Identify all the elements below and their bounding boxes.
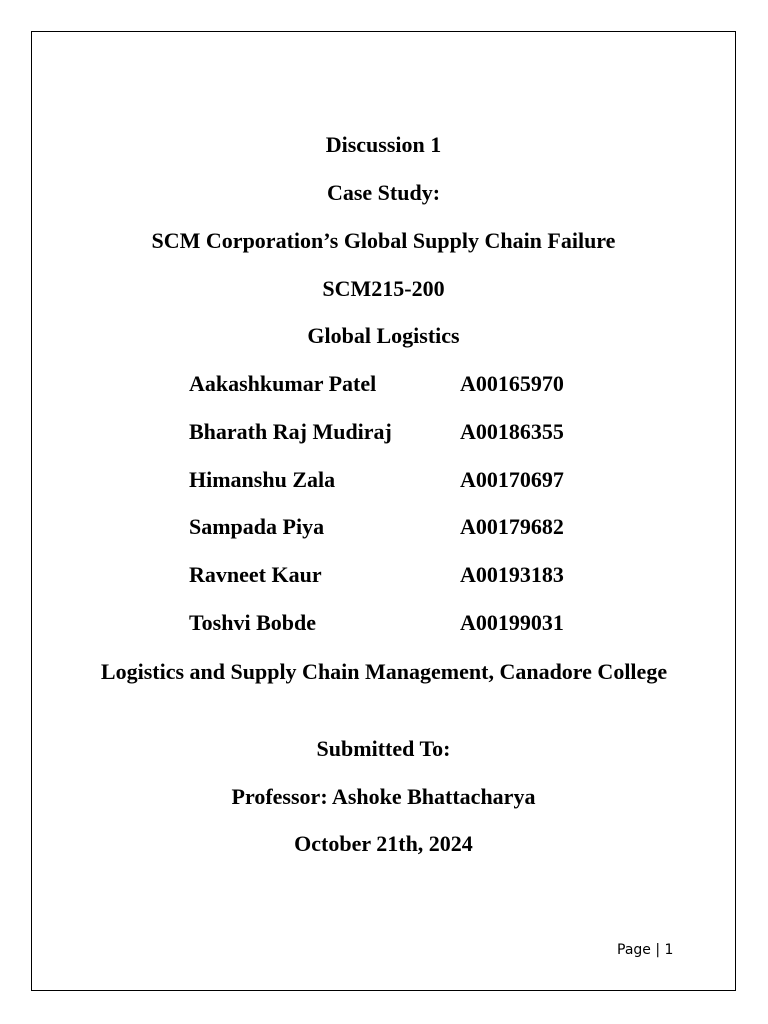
member-id: A00170697 [460,467,564,492]
member-name: Toshvi Bobde [189,610,316,635]
member-id: A00186355 [460,419,564,444]
course-name: Global Logistics [307,323,460,348]
member-id: A00179682 [460,514,564,539]
member-name: Ravneet Kaur [189,562,322,587]
member-name: Himanshu Zala [189,467,336,492]
submitted-to-label: Submitted To: [316,736,451,761]
member-name: Aakashkumar Patel [189,371,377,396]
member-name: Bharath Raj Mudiraj [189,419,392,444]
program-college: Logistics and Supply Chain Management, Canadore College [100,659,668,684]
member-id: A00193183 [460,562,564,587]
member-id: A00199031 [460,610,564,635]
member-name: Sampada Piya [189,514,325,539]
discussion-title: Discussion 1 [325,132,442,157]
page-number: Page | 1 [617,942,674,958]
professor-name: Professor: Ashoke Bhattacharya [231,784,536,809]
case-study-title: SCM Corporation’s Global Supply Chain Failure [151,228,616,253]
submission-date: October 21th, 2024 [294,831,473,856]
course-code: SCM215-200 [322,276,445,301]
member-id: A00165970 [460,371,564,396]
case-study-label: Case Study: [326,180,441,205]
